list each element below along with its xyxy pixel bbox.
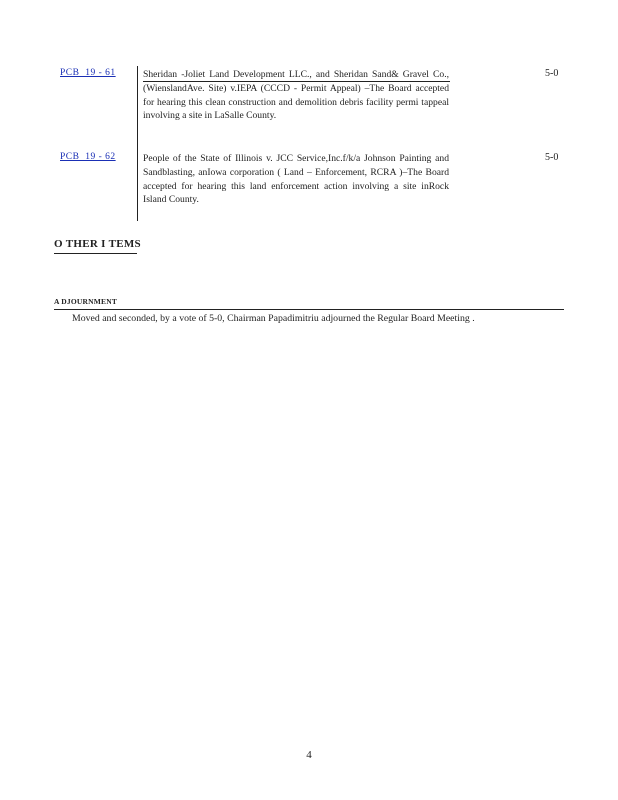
case-number-link[interactable]: PCB 19 - 61 xyxy=(60,68,116,78)
column-divider xyxy=(137,66,138,221)
page-number: 4 xyxy=(306,749,312,761)
case-description: Sheridan -Joliet Land Development LLC., and Sheridan Sand& Gravel Co., (WienslandAve. Site) v.IEPA (CCCD - Permit Appeal) –The Board accepted for hearing this clean construction and demolition debris facility permi tappeal involving a site in LaSalle County. xyxy=(143,69,449,122)
case-vote: 5-0 xyxy=(545,152,559,163)
case-description: People of the State of Illinois v. JCC Service,Inc.f/k/a Johnson Painting and Sandblasting, anIowa corporation ( Land – Enforcement, RCRA )–The Board accepted for hearing this land enforcement action involving a site inRock Island County. xyxy=(143,153,449,206)
case-number-link[interactable]: PCB 19 - 62 xyxy=(60,152,116,162)
section-heading: O THER I TEMS xyxy=(54,238,141,250)
case-vote: 5-0 xyxy=(545,68,559,79)
subsection-rule xyxy=(54,309,564,310)
first-line-underline xyxy=(143,81,450,82)
subsection-heading: A DJOURNMENT xyxy=(54,297,118,306)
adjournment-text: Moved and seconded, by a vote of 5-0, Chairman Papadimitriu adjourned the Regular Board Meeting . xyxy=(72,313,475,324)
section-underline xyxy=(54,253,137,254)
